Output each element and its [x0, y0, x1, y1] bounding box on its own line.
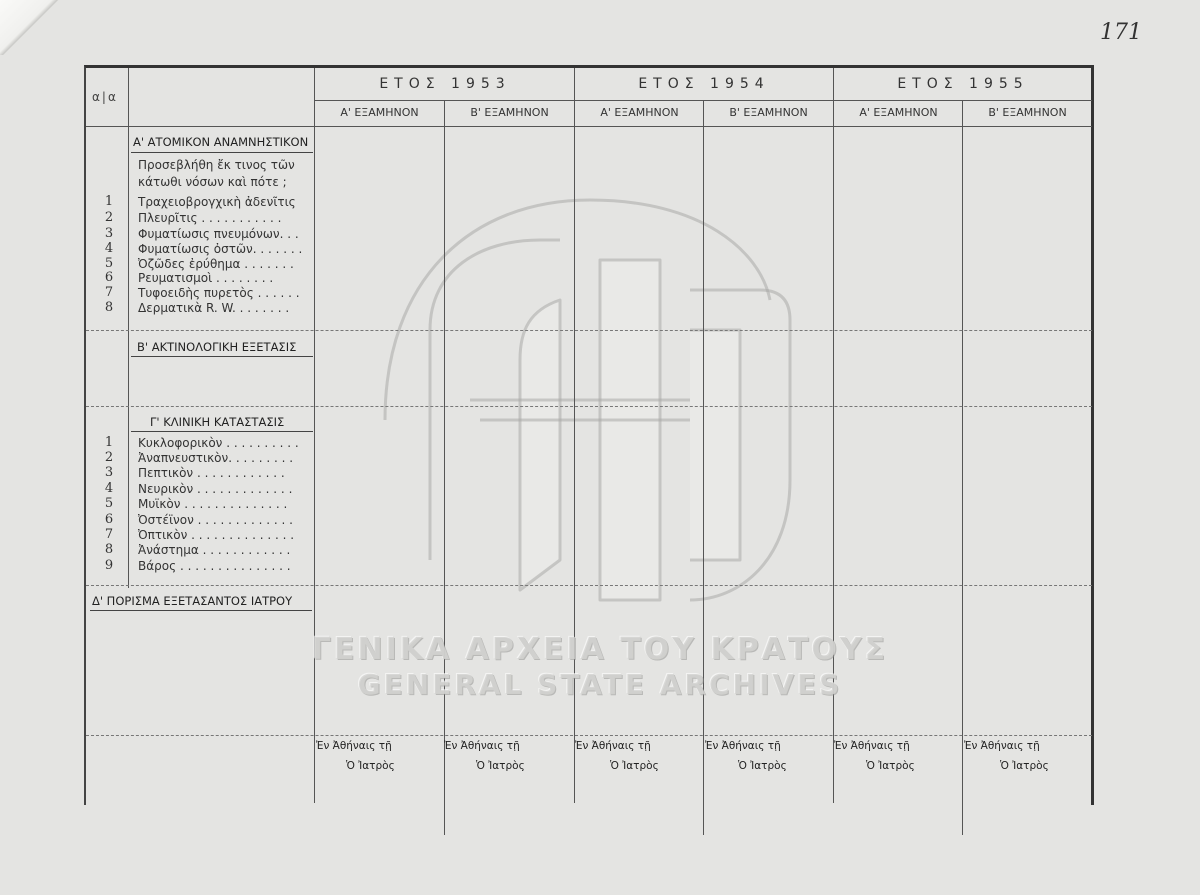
section-b-bottom-line	[86, 406, 1092, 407]
archive-watermark-english: GENERAL STATE ARCHIVES	[357, 668, 843, 701]
section-a-item-label: Φυματίωσις πνευμόνων. . .	[138, 227, 299, 241]
signature-place-1953b: Ἐν Ἀθήναις τῇ	[444, 740, 520, 752]
signature-doctor-1954a: Ὁ Ἰατρὸς	[610, 760, 659, 772]
section-c-item-label: Ὀστέϊνον . . . . . . . . . . . . .	[138, 513, 293, 527]
section-a-item-label: Ὀζῶδες ἐρύθημα . . . . . . .	[138, 257, 294, 271]
section-a-item-label: Τυφοειδὴς πυρετὸς . . . . . .	[138, 286, 300, 300]
section-c-item-number: 5	[104, 496, 114, 511]
section-a-item-number: 4	[104, 241, 114, 256]
section-a-question-line2: κάτωθι νόσων καὶ πότε ;	[138, 175, 287, 189]
signature-doctor-1953b: Ὁ Ἰατρὸς	[476, 760, 525, 772]
section-c-item-label: Βάρος . . . . . . . . . . . . . . .	[138, 559, 291, 573]
signature-place-1955b: Ἐν Ἀθήναις τῇ	[964, 740, 1040, 752]
signature-place-1955a: Ἐν Ἀθήναις τῇ	[834, 740, 910, 752]
semester-1955-b: Β' ΕΞΑΜΗΝΟΝ	[988, 106, 1067, 119]
semester-1954-b: Β' ΕΞΑΜΗΝΟΝ	[729, 106, 808, 119]
section-c-item-number: 4	[104, 481, 114, 496]
semester-1954-a: Α' ΕΞΑΜΗΝΟΝ	[600, 106, 679, 119]
year-1953-label: ΕΤΟΣ 1953	[379, 76, 511, 92]
section-a-item-number: 6	[104, 270, 114, 285]
section-a-item-number: 2	[104, 210, 114, 225]
semester-1953-b: Β' ΕΞΑΜΗΝΟΝ	[470, 106, 549, 119]
section-a-question-line1: Προσεβλήθη ἔκ τινος τῶν	[138, 158, 295, 172]
section-a-item-number: 5	[104, 256, 114, 271]
section-a-item-label: Δερματικὰ R. W. . . . . . . .	[138, 301, 290, 315]
section-c-item-label: Ἀνάστημα . . . . . . . . . . . .	[138, 543, 291, 557]
signature-place-1953a: Ἐν Ἀθήναις τῇ	[316, 740, 392, 752]
section-a-underline	[131, 152, 313, 153]
signature-place-1954b: Ἐν Ἀθήναις τῇ	[705, 740, 781, 752]
section-a-item-number: 1	[104, 194, 114, 209]
column-divider-1953b	[444, 100, 445, 835]
column-divider-1955b	[962, 100, 963, 835]
row-number-header: α|α	[92, 90, 118, 104]
section-c-item-label: Ὀπτικὸν . . . . . . . . . . . . . .	[138, 528, 295, 542]
section-a-item-number: 7	[104, 285, 114, 300]
section-c-item-number: 9	[104, 558, 114, 573]
section-c-underline	[131, 431, 313, 432]
section-c-item-label: Πεπτικὸν . . . . . . . . . . . .	[138, 466, 285, 480]
archive-watermark-greek: ΓΕΝΙΚΑ ΑΡΧΕΙΑ ΤΟΥ ΚΡΑΤΟΥΣ	[311, 632, 889, 667]
section-c-item-number: 8	[104, 542, 114, 557]
signature-doctor-1955a: Ὁ Ἰατρὸς	[866, 760, 915, 772]
section-c-item-number: 6	[104, 512, 114, 527]
signature-doctor-1955b: Ὁ Ἰατρὸς	[1000, 760, 1049, 772]
section-c-item-number: 1	[104, 435, 114, 450]
section-c-item-label: Νευρικὸν . . . . . . . . . . . . .	[138, 482, 293, 496]
column-divider-1954b	[703, 100, 704, 835]
signature-doctor-1954b: Ὁ Ἰατρὸς	[738, 760, 787, 772]
section-c-item-label: Μυϊκὸν . . . . . . . . . . . . . .	[138, 497, 288, 511]
column-divider-label	[128, 68, 129, 588]
signature-doctor-1953a: Ὁ Ἰατρὸς	[346, 760, 395, 772]
section-b-title: Β' ΑΚΤΙΝΟΛΟΓΙΚΗ ΕΞΕΤΑΣΙΣ	[137, 340, 297, 354]
page-number: 171	[1100, 20, 1142, 45]
section-a-item-label: Ρευματισμοὶ . . . . . . . .	[138, 271, 274, 285]
section-b-underline	[131, 356, 313, 357]
section-a-item-label: Τραχειοβρογχικὴ ἀδενῖτις	[138, 195, 296, 209]
semester-1955-a: Α' ΕΞΑΜΗΝΟΝ	[859, 106, 938, 119]
year-1954-label: ΕΤΟΣ 1954	[638, 76, 770, 92]
section-a-item-label: Πλευρῖτις . . . . . . . . . . .	[138, 211, 282, 225]
section-a-bottom-line	[86, 330, 1092, 331]
semester-1953-a: Α' ΕΞΑΜΗΝΟΝ	[340, 106, 419, 119]
section-a-item-number: 8	[104, 300, 114, 315]
section-d-title: Δ' ΠΟΡΙΣΜΑ ΕΞΕΤΑΣΑΝΤΟΣ ΙΑΤΡΟΥ	[92, 594, 293, 608]
header-bottom-line	[86, 126, 1092, 127]
section-c-item-label: Κυκλοφορικὸν . . . . . . . . . .	[138, 436, 299, 450]
signature-place-1954a: Ἐν Ἀθήναις τῇ	[575, 740, 651, 752]
year-1955-label: ΕΤΟΣ 1955	[897, 76, 1029, 92]
section-c-item-number: 7	[104, 527, 114, 542]
section-c-item-number: 2	[104, 450, 114, 465]
section-c-title: Γ' ΚΛΙΝΙΚΗ ΚΑΤΑΣΤΑΣΙΣ	[150, 415, 285, 429]
section-c-bottom-line	[86, 585, 1092, 586]
section-a-item-number: 3	[104, 226, 114, 241]
section-a-title: Α' ΑΤΟΜΙΚΟΝ ΑΝΑΜΝΗΣΤΙΚΟΝ	[133, 135, 309, 149]
section-c-item-number: 3	[104, 465, 114, 480]
section-d-bottom-line	[86, 735, 1092, 736]
year-semester-divider	[314, 100, 1092, 101]
section-d-underline	[90, 610, 312, 611]
section-c-item-label: Ἀναπνευστικὸν. . . . . . . . .	[138, 451, 294, 465]
section-a-item-label: Φυματίωσις ὀστῶν. . . . . . .	[138, 242, 303, 256]
